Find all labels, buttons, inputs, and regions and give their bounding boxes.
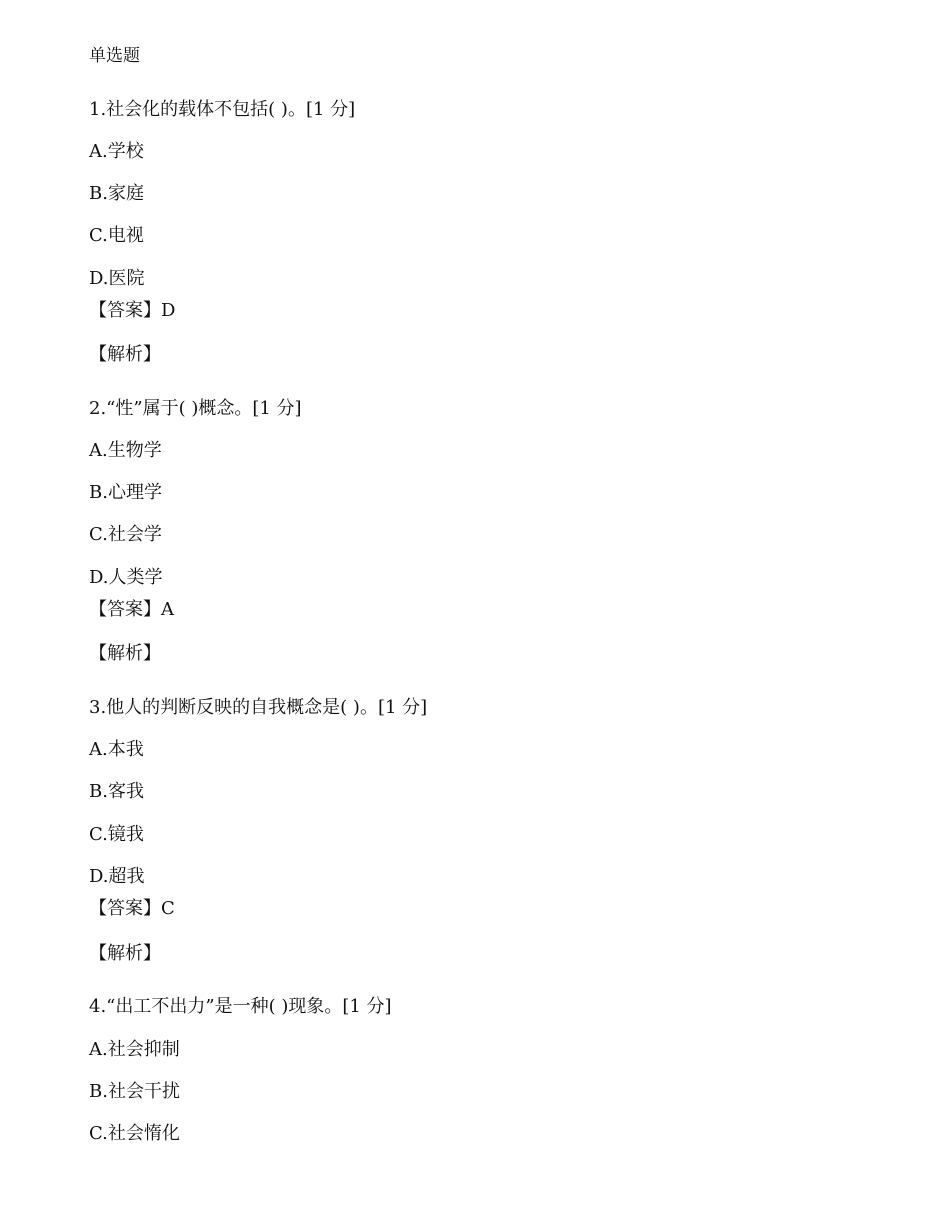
question-4-stem: 4.“出工不出力”是一种( )现象。[1 分]: [89, 996, 392, 1017]
question-2-stem: 2.“性”属于( )概念。[1 分]: [89, 398, 302, 419]
question-1-option-c: C.电视: [89, 225, 144, 246]
question-3-analysis: 【解析】: [89, 943, 161, 964]
section-title: 单选题: [89, 46, 140, 66]
question-2-option-b: B.心理学: [89, 482, 162, 503]
question-3-answer: 【答案】C: [89, 898, 175, 919]
question-4-option-b: B.社会干扰: [89, 1081, 180, 1102]
question-1-option-a: A.学校: [89, 141, 144, 162]
question-1-analysis: 【解析】: [89, 344, 161, 365]
question-1-option-d: D.医院: [89, 268, 145, 289]
question-2-answer: 【答案】A: [89, 599, 174, 620]
question-2-option-a: A.生物学: [89, 440, 162, 461]
question-3-option-b: B.客我: [89, 781, 144, 802]
question-2-option-c: C.社会学: [89, 524, 162, 545]
question-1-stem: 1.社会化的载体不包括( )。[1 分]: [89, 99, 356, 120]
question-3-option-a: A.本我: [89, 739, 144, 760]
question-4-option-a: A.社会抑制: [89, 1039, 180, 1060]
question-3-option-d: D.超我: [89, 866, 145, 887]
question-3-option-c: C.镜我: [89, 824, 144, 845]
question-2-option-d: D.人类学: [89, 567, 163, 588]
question-3-stem: 3.他人的判断反映的自我概念是( )。[1 分]: [89, 697, 428, 718]
question-1-option-b: B.家庭: [89, 183, 144, 204]
question-2-analysis: 【解析】: [89, 643, 161, 664]
question-4-option-c: C.社会惰化: [89, 1123, 180, 1144]
question-1-answer: 【答案】D: [89, 300, 176, 321]
